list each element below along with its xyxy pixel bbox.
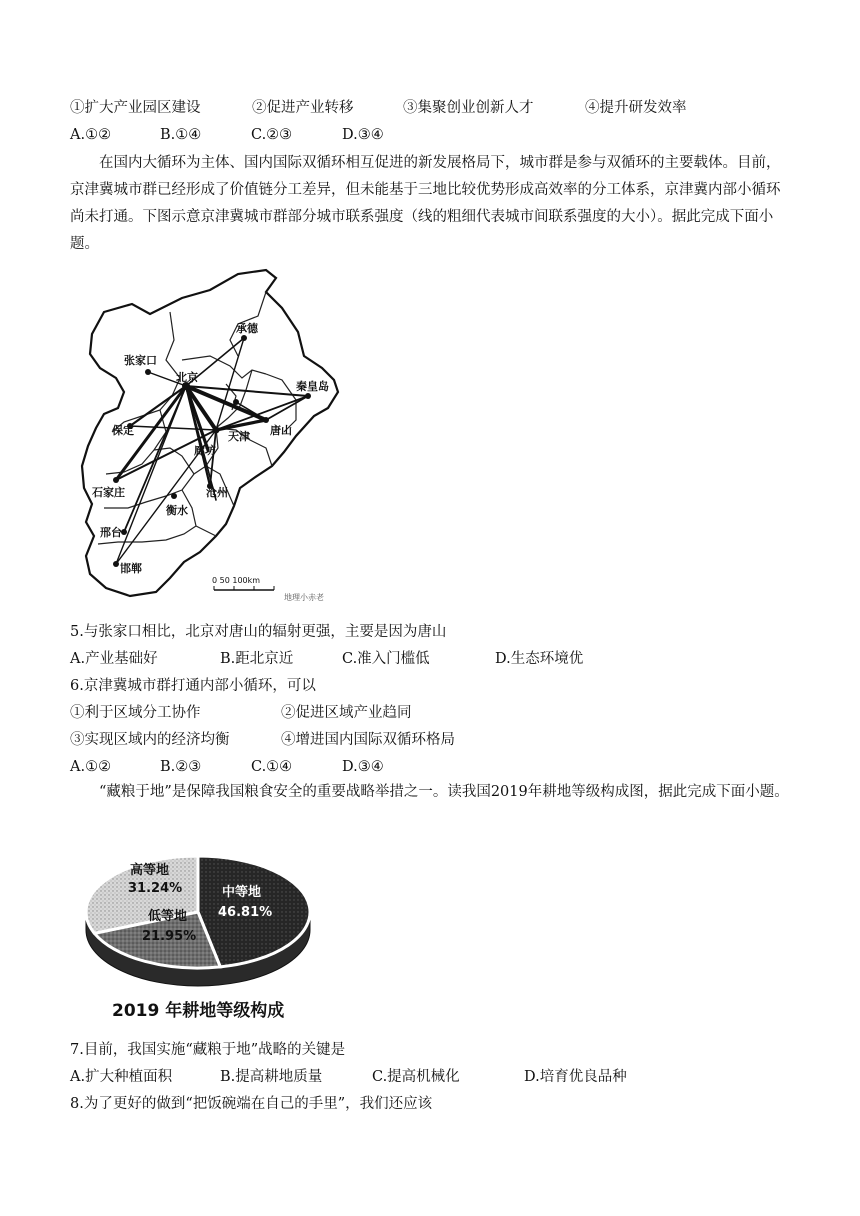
q6-item-3: ③实现区域内的经济均衡 [70, 732, 230, 748]
q5-option-d: D.生态环境优 [495, 651, 584, 667]
pie-label-high: 高等地 [130, 863, 170, 878]
q4-option-a: A.①② [70, 127, 112, 143]
city-handan: 邯郸 [120, 562, 142, 575]
q6-option-b: B.②③ [160, 759, 202, 775]
pie-title: 2019 年耕地等级构成 [112, 1001, 285, 1021]
city-hengshui: 衡水 [166, 504, 188, 517]
q6-stem: 6.京津冀城市群打通内部小循环，可以 [70, 678, 316, 694]
q5-option-c: C.准入门槛低 [342, 651, 430, 667]
city-tianjin: 天津 [228, 430, 250, 443]
q6-option-a: A.①② [70, 759, 112, 775]
city-qinhuangdao: 秦皇岛 [296, 380, 329, 393]
passage-cities: 在国内大循环为主体、国内国际双循环相互促进的新发展格局下，城市群是参与双循环的主要载体。目前，京津冀城市群已经形成了价值链分工差异，但未能基于三地比较优势形成高效率的分工体系，京津冀内部小循环尚未打通。下图示意京津冀城市群部分城市联系强度（线的粗细代表城市间联系强度的大小）。据此完成下面小题。 [70, 155, 781, 252]
q6-item-1: ①利于区域分工协作 [70, 705, 201, 721]
jingjinji-map [70, 260, 350, 610]
q7-option-b: B.提高耕地质量 [220, 1069, 323, 1085]
q4-item-4: ④提升研发效率 [585, 100, 687, 116]
q5-option-a: A.产业基础好 [70, 651, 158, 667]
city-chengde: 承德 [236, 322, 258, 335]
q4-option-b: B.①④ [160, 127, 202, 143]
pie-value-high: 31.24% [128, 881, 183, 896]
q7-stem: 7.目前，我国实施“藏粮于地”战略的关键是 [70, 1042, 346, 1058]
q6-option-c: C.①④ [251, 759, 293, 775]
city-zhangjiakou: 张家口 [124, 354, 157, 367]
q4-option-d: D.③④ [342, 127, 384, 143]
city-baoding: 保定 [112, 424, 134, 437]
map-watermark: 地理小赤老 [284, 593, 324, 602]
pie-value-low: 21.95% [142, 929, 197, 944]
city-cangzhou: 沧州 [206, 486, 228, 499]
q6-option-d: D.③④ [342, 759, 384, 775]
map-scale-bar [212, 576, 274, 590]
q4-item-1: ①扩大产业园区建设 [70, 100, 201, 116]
city-shijiazhuang: 石家庄 [92, 486, 125, 499]
city-tangshan: 唐山 [270, 424, 292, 437]
city-xingtai: 邢台 [100, 526, 122, 539]
q4-item-3: ③集聚创业创新人才 [403, 100, 534, 116]
q5-option-b: B.距北京近 [220, 651, 294, 667]
q8-stem: 8.为了更好的做到“把饭碗端在自己的手里”，我们还应该 [70, 1096, 433, 1112]
pie-value-mid: 46.81% [218, 905, 273, 920]
q7-option-c: C.提高机械化 [372, 1069, 460, 1085]
passage-grain: “藏粮于地”是保障我国粮食安全的重要战略举措之一。读我国2019年耕地等级构成图，据此完成下面小题。 [99, 784, 789, 800]
map-scale-label: 0 50 100km [212, 576, 261, 585]
q4-option-c: C.②③ [251, 127, 293, 143]
q4-item-2: ②促进产业转移 [252, 100, 354, 116]
q6-item-2: ②促进区域产业趋同 [281, 705, 412, 721]
q7-option-d: D.培育优良品种 [524, 1069, 627, 1085]
q5-stem: 5.与张家口相比，北京对唐山的辐射更强，主要是因为唐山 [70, 624, 447, 640]
city-beijing: 北京 [176, 371, 198, 384]
pie-label-low: 低等地 [148, 909, 188, 924]
q7-option-a: A.扩大种植面积 [70, 1069, 173, 1085]
q6-item-4: ④增进国内国际双循环格局 [281, 732, 455, 748]
city-langfang: 廊坊 [194, 444, 216, 457]
pie-label-mid: 中等地 [222, 885, 262, 900]
